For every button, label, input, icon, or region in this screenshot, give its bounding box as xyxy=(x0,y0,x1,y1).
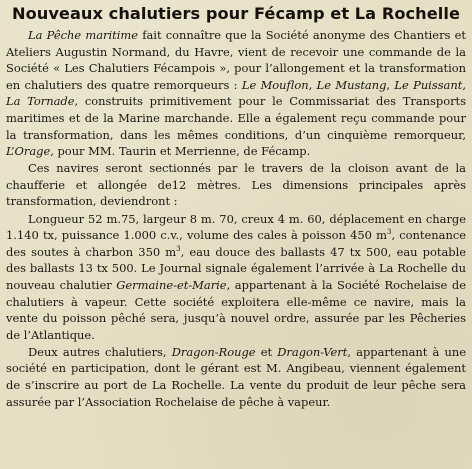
text-segment: , xyxy=(462,77,466,92)
text-segment: , pour MM. Taurin et Merrienne, de Fécamp. xyxy=(50,144,311,159)
text-segment: , appartenant à la Société Rochelaise de chalutiers à vapeur. Cette société exploitera elle-même ce navire, mais la vente du poisson pêché sera, jusqu’à nouvel ordre, assurée par les Pêcheries de l’Atlantique. xyxy=(6,277,466,342)
paragraph-4 xyxy=(6,344,466,410)
text-segment: Deux autres chalutiers, xyxy=(28,344,172,359)
journal-name: La Pêche maritime xyxy=(28,28,139,42)
text-segment: , appartenant à une société en participation, dont le gérant est M. Angibeau, viennent également de s’inscrire au port de La Rochelle. La vente du produit de leur pêche sera assurée par l’Association Rochelaise de pêche à vapeur. xyxy=(6,344,467,409)
paragraph-1 xyxy=(6,27,466,160)
ship-name-puissant: Le Puissant xyxy=(394,77,463,92)
article-title: Nouveaux chalutiers pour Fécamp et La Rochelle xyxy=(11,4,460,23)
ship-name-tornade: La Tornade xyxy=(6,94,75,109)
text-segment: Longueur 52 m.75, largeur 8 m. 70, creux 4 m. 60, déplacement en charge 1.140 tx, puissance 1.000 c.v., volume des cales à poisson 450 m xyxy=(6,211,466,243)
paragraph-3 xyxy=(6,211,466,344)
text-segment: , construits primitivement pour le Commissariat des Transports maritimes et de la Marine marchande. Elle a également reçu commande pour la transformation, dans les mêmes conditions, d’un cinquième remorqueur, xyxy=(6,94,466,142)
paragraph-2 xyxy=(6,160,466,210)
text-segment: fait connaître que la Société anonyme des Chantiers et Ateliers Augustin Normand, du Havre, vient de recevoir une commande de la Société « Les Chalutiers Fécampois », pour l’allongement et la transformation en chalutiers des quatre remorqueurs : xyxy=(6,28,466,92)
text-segment: , contenance des soutes à charbon 350 m xyxy=(6,228,467,259)
text-segment: et xyxy=(255,344,278,359)
article-body xyxy=(6,27,466,410)
text-segment: , eau douce des ballasts 47 tx 500, eau potable des ballasts 13 tx 500. Le Journal signale également l’arrivée à La Rochelle du nouveau chalutier xyxy=(6,244,467,292)
text-segment: , xyxy=(308,77,317,92)
text-segment: Ces navires seront sectionnés par le travers de la cloison avant de la chaufferie et allongée de12 mètres. Les dimensions principales après transformation, deviendront : xyxy=(6,161,466,209)
superscript-cube: 3 xyxy=(176,244,181,253)
superscript-cube: 3 xyxy=(387,228,392,237)
text-segment: , xyxy=(386,77,395,92)
ship-name-mouflon: Le Mouflon xyxy=(241,77,309,92)
ship-name-orage: L’Orage xyxy=(6,144,51,159)
ship-name-germaine-et-marie: Germaine-et-Marie xyxy=(116,277,227,292)
ship-name-dragon-vert: Dragon-Vert xyxy=(277,344,348,359)
ship-name-dragon-rouge: Dragon-Rouge xyxy=(171,344,256,359)
ship-name-mustang: Le Mustang xyxy=(316,77,387,92)
